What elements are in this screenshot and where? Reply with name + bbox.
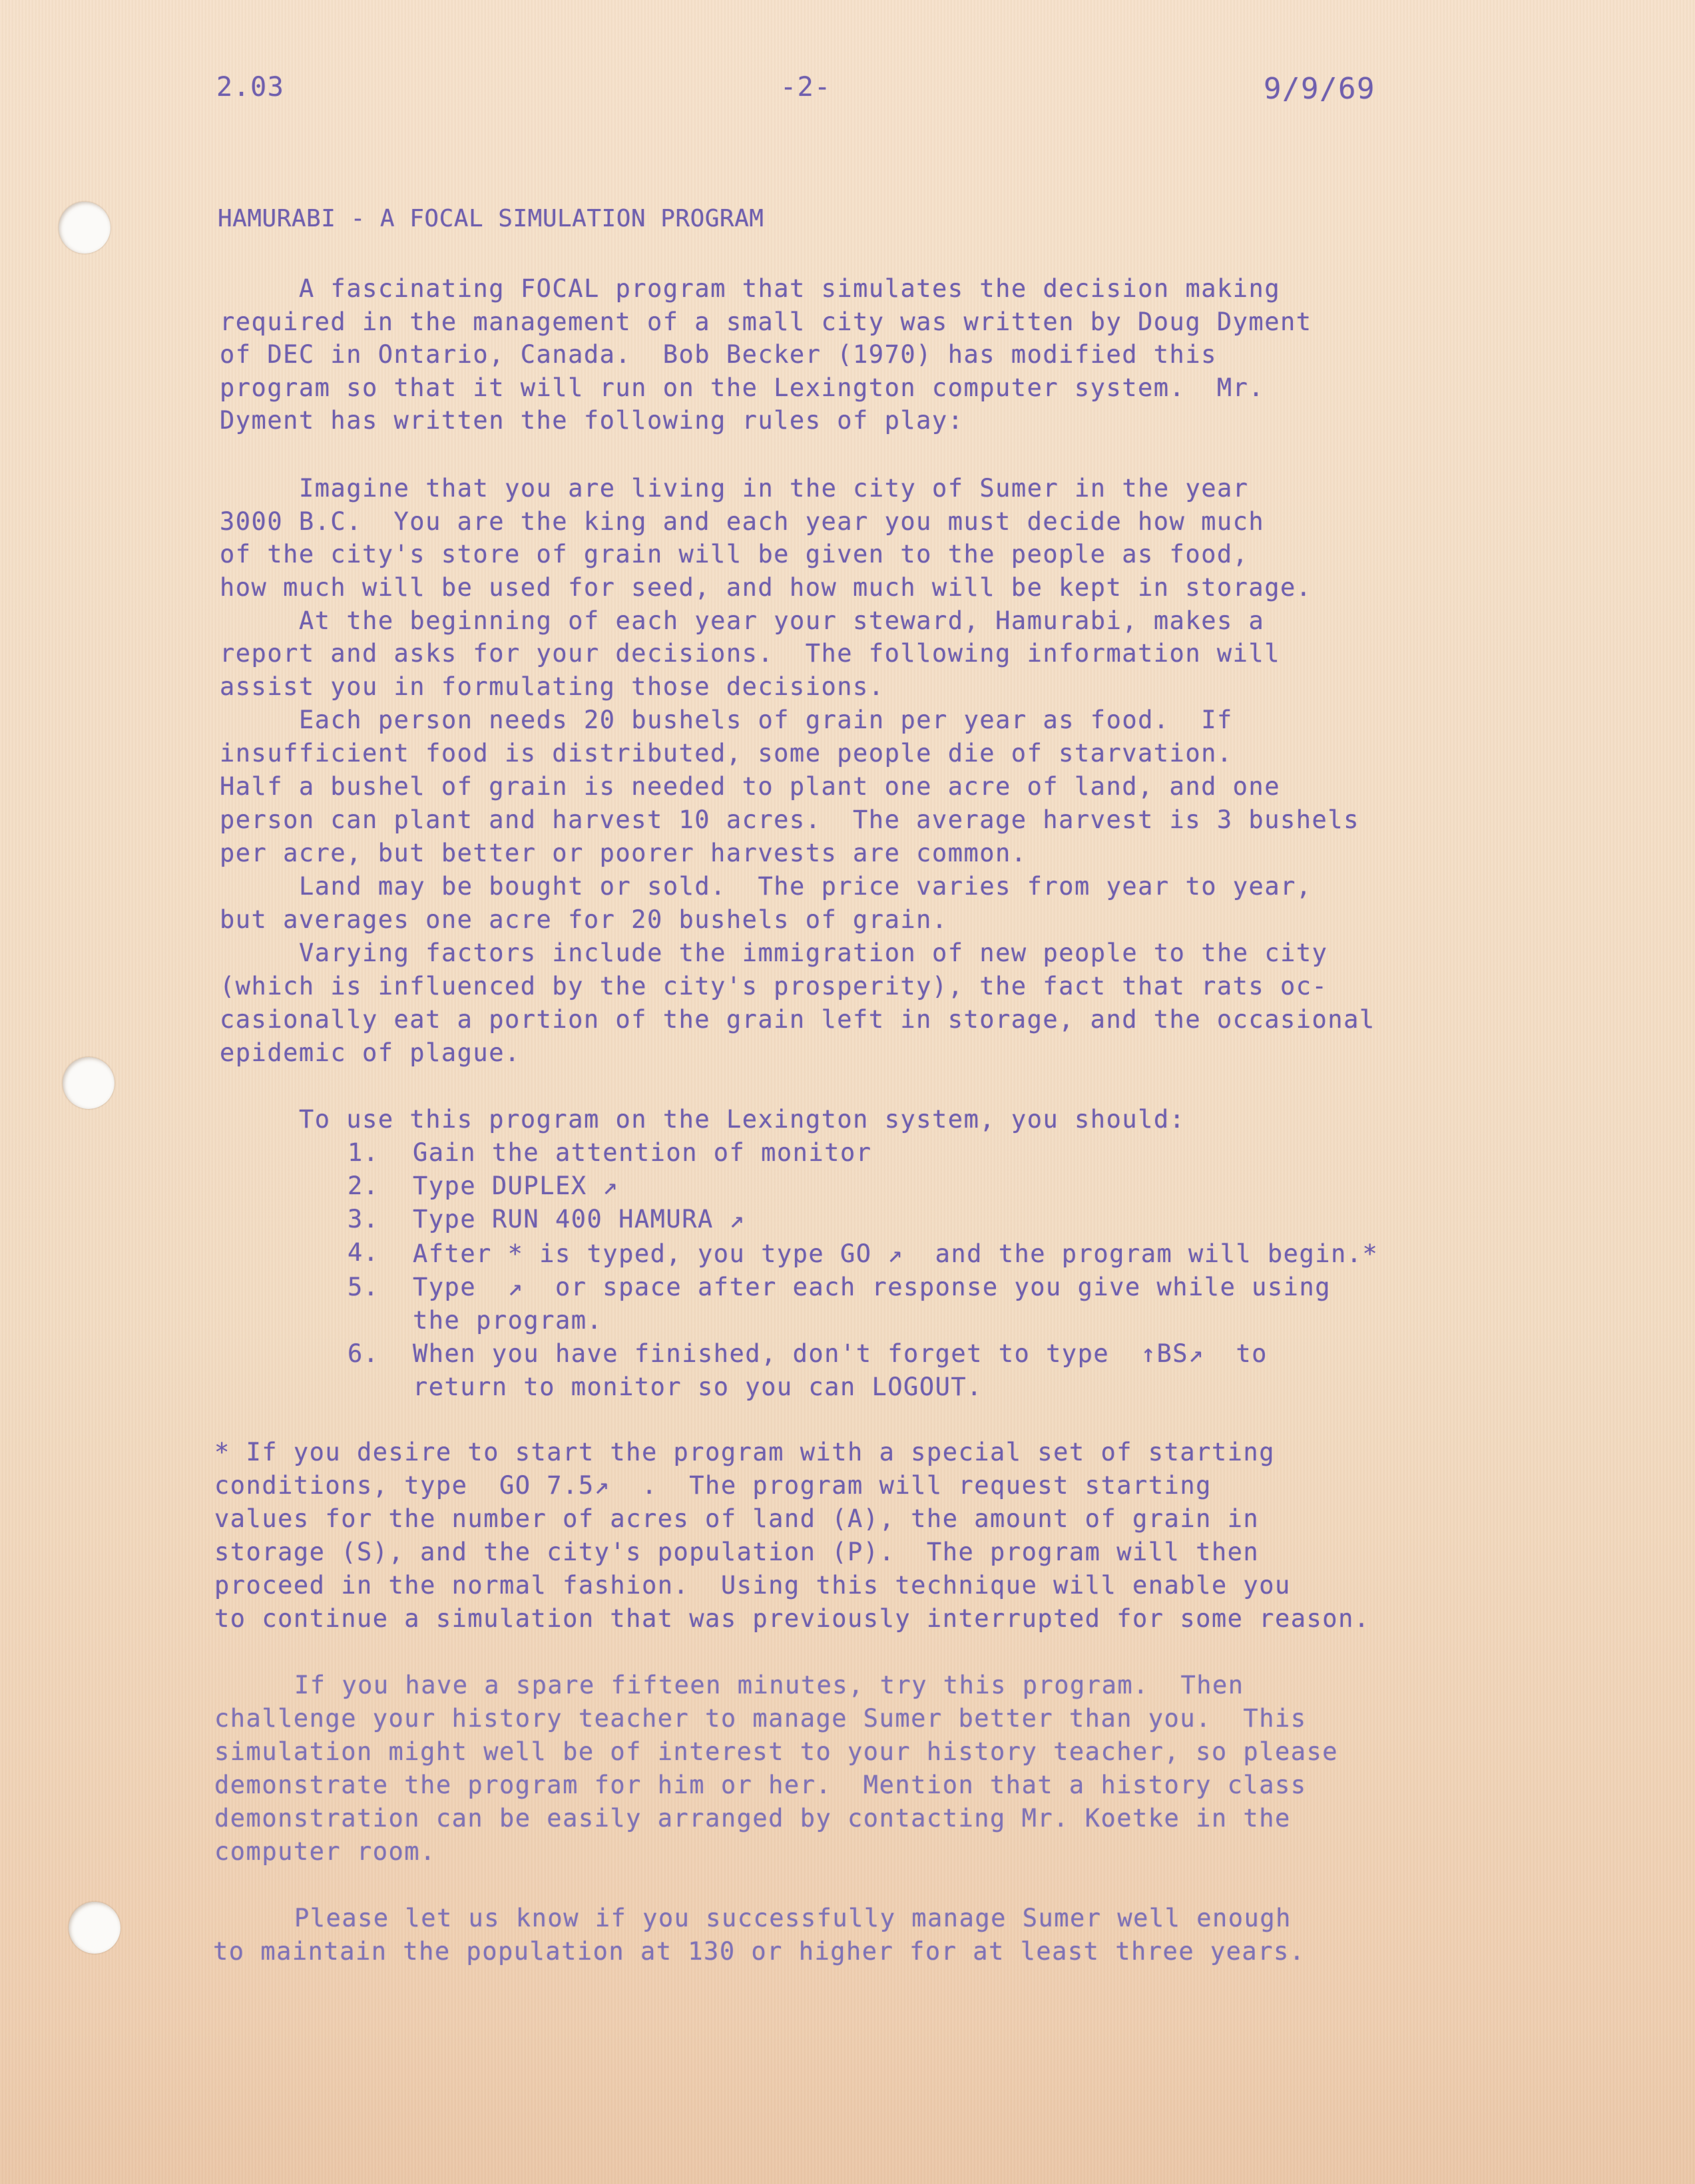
challenge-line: simulation might well be of interest to your history teacher, so please xyxy=(214,1737,1339,1766)
rules-line: Half a bushel of grain is needed to plant one acre of land, and one xyxy=(220,772,1280,801)
intro-line: required in the management of a small city was written by Doug Dyment xyxy=(220,308,1312,336)
step-text: Gain the attention of monitor xyxy=(413,1138,872,1167)
rules-line: but averages one acre for 20 bushels of grain. xyxy=(220,905,948,934)
rules-line: epidemic of plague. xyxy=(220,1038,521,1067)
rules-line: casionally eat a portion of the grain left in storage, and the occasional xyxy=(220,1005,1375,1034)
step-text: Type RUN 400 HAMURA ↗ xyxy=(413,1205,746,1233)
rules-line: 3000 B.C. You are the king and each year you must decide how much xyxy=(220,507,1265,536)
step-text: Type ↗ or space after each response you give while using xyxy=(413,1273,1332,1301)
punch-hole-middle xyxy=(63,1057,115,1109)
rules-line: (which is influenced by the city's prosperity), the fact that rats oc- xyxy=(220,972,1328,1000)
closing-line: Please let us know if you successfully manage Sumer well enough xyxy=(294,1904,1292,1932)
intro-line: of DEC in Ontario, Canada. Bob Becker (1970) has modified this xyxy=(220,340,1217,369)
rules-line: Each person needs 20 bushels of grain per year as food. If xyxy=(299,706,1233,734)
step-text: Type DUPLEX ↗ xyxy=(413,1172,619,1200)
rules-line: how much will be used for seed, and how much will be kept in storage. xyxy=(220,573,1312,602)
step-number: 3. xyxy=(348,1205,379,1233)
challenge-line: challenge your history teacher to manage Sumer better than you. This xyxy=(214,1704,1307,1733)
footnote-line: conditions, type GO 7.5↗ . The program will request starting xyxy=(214,1471,1212,1500)
step-text: return to monitor so you can LOGOUT. xyxy=(413,1373,983,1401)
step-number: 2. xyxy=(348,1172,379,1200)
rules-line: person can plant and harvest 10 acres. The average harvest is 3 bushels xyxy=(220,805,1359,834)
rules-line: assist you in formulating those decisions. xyxy=(220,672,885,701)
challenge-line: demonstrate the program for him or her. Mention that a history class xyxy=(214,1771,1307,1799)
step-number: 1. xyxy=(348,1138,379,1167)
step-text: the program. xyxy=(413,1306,603,1335)
rules-line: Imagine that you are living in the city of Sumer in the year xyxy=(299,474,1249,503)
rules-line: report and asks for your decisions. The following information will xyxy=(220,639,1280,668)
rules-line: of the city's store of grain will be given to the people as food, xyxy=(220,540,1249,568)
punch-hole-top xyxy=(59,202,111,254)
step-text: After * is typed, you type GO ↗ and the program will begin.* xyxy=(413,1239,1379,1268)
instructions-intro: To use this program on the Lexington system, you should: xyxy=(299,1105,1186,1134)
rules-line: insufficient food is distributed, some people die of starvation. xyxy=(220,739,1233,767)
intro-line: A fascinating FOCAL program that simulates the decision making xyxy=(299,274,1281,303)
rules-line: Varying factors include the immigration of new people to the city xyxy=(299,939,1328,967)
footnote-line: to continue a simulation that was previously interrupted for some reason. xyxy=(214,1604,1370,1633)
rules-line: Land may be bought or sold. The price varies from year to year, xyxy=(299,872,1312,901)
footnote-line: proceed in the normal fashion. Using this technique will enable you xyxy=(214,1571,1291,1600)
challenge-line: demonstration can be easily arranged by contacting Mr. Koetke in the xyxy=(214,1804,1291,1833)
footnote-line: values for the number of acres of land (A), the amount of grain in xyxy=(214,1504,1260,1533)
intro-line: program so that it will run on the Lexington computer system. Mr. xyxy=(220,373,1265,402)
step-text: When you have finished, don't forget to type ↑BS↗ to xyxy=(413,1339,1268,1368)
challenge-line: computer room. xyxy=(214,1837,436,1866)
closing-line: to maintain the population at 130 or higher for at least three years. xyxy=(213,1937,1306,1966)
doc-date: 9/9/69 xyxy=(1264,72,1375,106)
footnote-line: storage (S), and the city's population (P). The program will then xyxy=(214,1538,1260,1566)
punch-hole-bottom xyxy=(69,1902,121,1954)
rules-line: At the beginning of each year your steward, Hamurabi, makes a xyxy=(299,606,1265,635)
intro-line: Dyment has written the following rules of play: xyxy=(220,406,964,435)
step-number: 6. xyxy=(348,1339,379,1368)
rules-line: per acre, but better or poorer harvests are common. xyxy=(220,839,1027,867)
footnote-line: * If you desire to start the program with a special set of starting xyxy=(214,1438,1275,1466)
page-number: -2- xyxy=(780,72,832,103)
doc-number: 2.03 xyxy=(216,72,285,103)
step-number: 4. xyxy=(348,1238,379,1267)
step-number: 5. xyxy=(348,1273,379,1301)
page-title: HAMURABI - A FOCAL SIMULATION PROGRAM xyxy=(218,205,764,232)
challenge-line: If you have a spare fifteen minutes, try this program. Then xyxy=(294,1671,1244,1699)
